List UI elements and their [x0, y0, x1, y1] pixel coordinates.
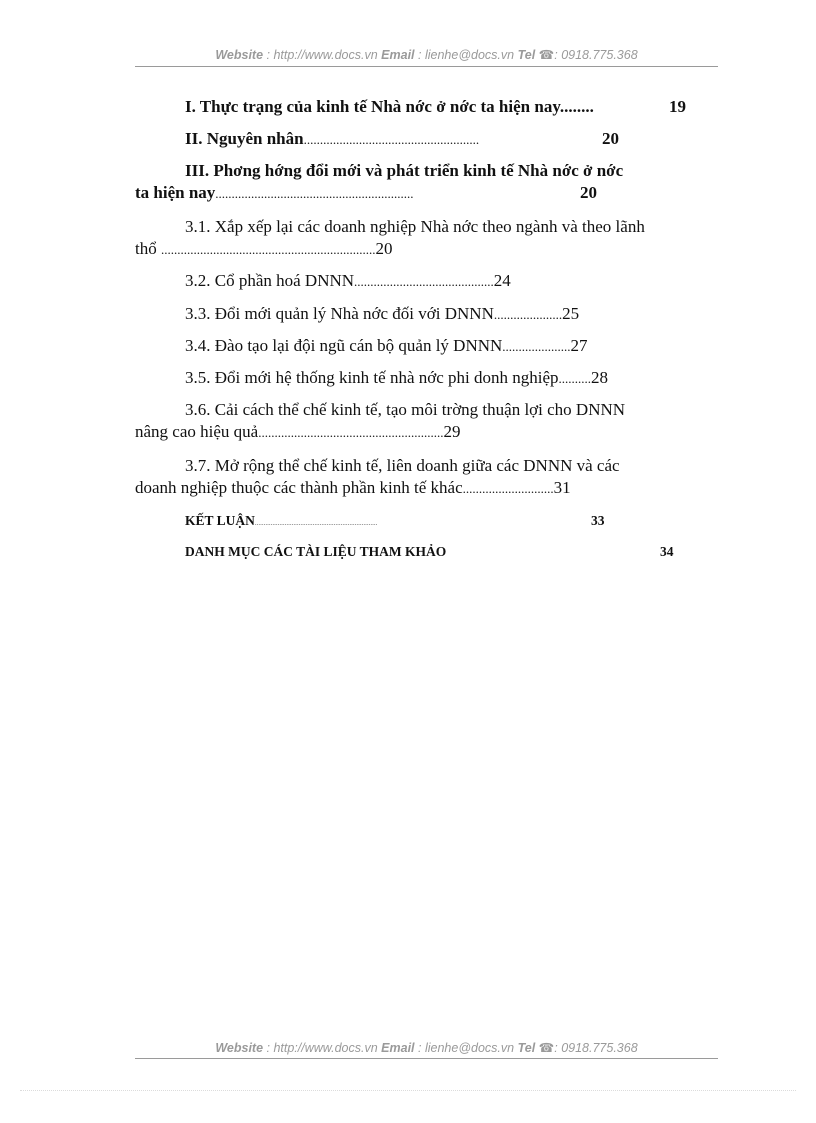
toc-entry-text: II. Nguyên nhân	[185, 129, 304, 148]
toc-page-number: 20	[375, 239, 393, 258]
toc-leader: .....................	[502, 339, 571, 354]
tel-label: Tel	[517, 48, 536, 62]
toc-entry-text-cont: thổ	[135, 239, 157, 258]
tel-number: : 0918.775.368	[554, 48, 638, 62]
toc-entry-text-cont: ta hiện nay	[135, 183, 216, 202]
toc-entry-text: 3.6. Cải cách thể chế kinh tế, tạo môi trờng thuận lợi cho DNNN	[185, 400, 626, 419]
toc-entry-3-7	[135, 455, 718, 500]
toc-entry-text: 3.2. Cổ phần hoá DNNN	[185, 271, 355, 290]
toc-leader: ...........................................	[354, 274, 494, 289]
toc-entry-3-3	[135, 303, 718, 326]
toc-entry-text: 3.3. Đổi mới quản lý Nhà nớc đối với DNNN	[185, 304, 494, 323]
page-footer	[135, 1040, 718, 1055]
toc-leader: ..................................................................	[160, 242, 376, 257]
toc-entry-text: 3.7. Mở rộng thể chế kinh tế, liên doanh giữa các DNNN và các	[185, 456, 620, 475]
toc-entry-text: KẾT LUẬN	[185, 513, 255, 528]
toc-entry-3-2	[135, 270, 718, 293]
website-url[interactable]: : http://www.docs.vn	[266, 48, 378, 62]
toc-leader: .............................................................	[215, 186, 414, 201]
toc-entry-text: III. Phơng hớng đổi mới và phát triển kinh tế Nhà nớc ở nớc	[185, 161, 624, 180]
tel-number: : 0918.775.368	[554, 1041, 638, 1055]
toc-leader: ......................................................	[303, 132, 480, 147]
email-address[interactable]: : lienhe@docs.vn	[418, 1041, 515, 1055]
toc-page-number: 19	[669, 97, 686, 116]
toc-leader: ......................................................................	[254, 519, 378, 527]
toc-entry-3-1	[135, 216, 718, 261]
toc-page-number: 27	[570, 336, 588, 355]
toc-entry-3-5	[135, 367, 718, 390]
toc-page-number: 24	[493, 271, 511, 290]
toc-leader: ............................	[462, 481, 554, 496]
website-label: Website	[215, 1041, 264, 1055]
toc-entry-text: 3.1. Xắp xếp lại các doanh nghiệp Nhà nớc theo ngành và theo lãnh	[185, 217, 645, 236]
toc-leader: .....................	[493, 307, 563, 322]
toc-leader: .........................................................	[258, 425, 444, 440]
phone-icon: ☎	[538, 1041, 555, 1055]
toc-entry-ii	[135, 128, 718, 151]
page-header	[135, 47, 718, 62]
email-label: Email	[381, 48, 415, 62]
toc-leader: ........	[559, 97, 594, 116]
email-label: Email	[381, 1041, 415, 1055]
footer-rule	[135, 1058, 718, 1059]
toc-entry-danh-muc	[135, 541, 718, 563]
header-rule	[135, 66, 718, 67]
toc-entry-text-cont: doanh nghiệp thuộc các thành phần kinh tế khác	[135, 478, 463, 497]
toc-page-number: 29	[443, 422, 461, 441]
toc-entry-3-6	[135, 399, 718, 444]
toc-entry-iii	[135, 160, 718, 205]
toc-page-number: 20	[602, 129, 619, 148]
website-url[interactable]: : http://www.docs.vn	[266, 1041, 378, 1055]
toc-page-number: 34	[660, 544, 674, 559]
toc-leader: ..........	[558, 371, 592, 386]
toc-entry-text-cont: nâng cao hiệu quả	[135, 422, 259, 441]
email-address[interactable]: : lienhe@docs.vn	[418, 48, 515, 62]
toc-entry-3-4	[135, 335, 718, 358]
toc-page-number: 28	[591, 368, 609, 387]
toc-entry-i	[135, 96, 718, 118]
toc-entry-text: 3.5. Đổi mới hệ thống kinh tế nhà nớc phi donh nghiệp	[185, 368, 559, 387]
toc-page-number: 31	[553, 478, 571, 497]
toc-entry-text: DANH MỤC CÁC TÀI LIỆU THAM KHẢO	[185, 544, 447, 559]
tel-label: Tel	[517, 1041, 536, 1055]
phone-icon: ☎	[538, 48, 555, 62]
toc-entry-text: I. Thực trạng của kinh tế Nhà nớc ở nớc ta hiện nay	[185, 97, 560, 116]
toc-entry-text: 3.4. Đào tạo lại đội ngũ cán bộ quản lý DNNN	[185, 336, 503, 355]
website-label: Website	[215, 48, 264, 62]
toc-page-number: 25	[562, 304, 580, 323]
toc-page-number: 20	[580, 183, 597, 202]
toc-entry-ket-luan	[135, 510, 718, 534]
page-bottom-border	[20, 1090, 796, 1091]
toc-page-number: 33	[591, 513, 605, 528]
